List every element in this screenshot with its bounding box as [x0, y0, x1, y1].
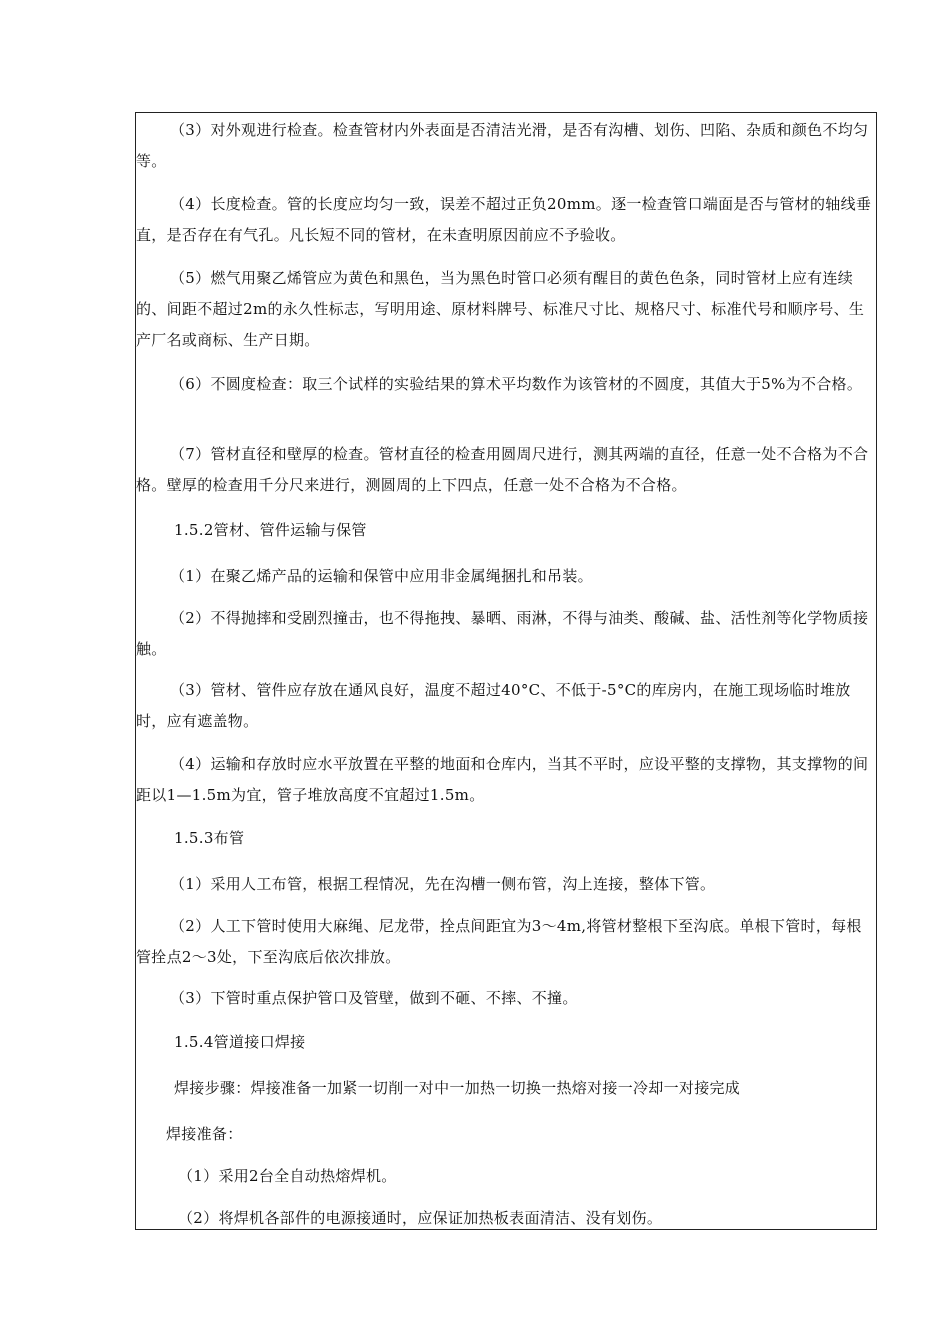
- section-heading-transport: 1.5.2管材、管件运输与保管: [174, 521, 367, 539]
- paragraph-layout-1: （1）采用人工布管，根据工程情况，先在沟槽一侧布管，沟上连接，整体下管。: [170, 875, 716, 893]
- section-heading-layout: 1.5.3布管: [174, 829, 245, 847]
- welding-prep-1: （1）采用2台全自动热熔焊机。: [178, 1167, 397, 1185]
- paragraph-transport-4: （4）运输和存放时应水平放置在平整的地面和仓库内，当其不平时，应设平整的支撑物，其支撑物的间距以1—1.5m为宜，管子堆放高度不宜超过1.5m。: [136, 755, 869, 804]
- document-frame: [135, 112, 877, 1230]
- paragraph-transport-1: （1）在聚乙烯产品的运输和保管中应用非金属绳捆扎和吊装。: [170, 567, 593, 585]
- paragraph-layout-3: （3）下管时重点保护管口及管壁，做到不砸、不摔、不撞。: [170, 989, 578, 1007]
- welding-prep-label: 焊接准备：: [166, 1125, 243, 1143]
- paragraph-layout-2: （2）人工下管时使用大麻绳、尼龙带，拴点间距宜为3～4m,将管材整根下至沟底。单根下管时，每根管拴点2～3处，下至沟底后依次排放。: [136, 917, 862, 966]
- paragraph-length-check: （4）长度检查。管的长度应均匀一致，误差不超过正负20mm。逐一检查管口端面是否与管材的轴线垂直，是否存在有气孔。凡长短不同的管材，在未查明原因前应不予验收。: [136, 195, 872, 244]
- section-heading-welding: 1.5.4管道接口焊接: [174, 1033, 306, 1051]
- welding-steps: 焊接步骤：焊接准备一加紧一切削一对中一加热一切换一热熔对接一冷却一对接完成: [174, 1079, 741, 1097]
- paragraph-roundness-check: （6）不圆度检查：取三个试样的实验结果的算术平均数作为该管材的不圆度，其值大于5%为不合格。: [170, 375, 863, 393]
- paragraph-transport-3: （3）管材、管件应存放在通风良好，温度不超过40°C、不低于-5°C的库房内，在施工现场临时堆放时，应有遮盖物。: [136, 681, 851, 730]
- paragraph-diameter-wall-check: （7）管材直径和壁厚的检查。管材直径的检查用圆周尺进行，测其两端的直径，任意一处不合格为不合格。壁厚的检查用千分尺来进行，测圆周的上下四点，任意一处不合格为不合格。: [136, 445, 869, 494]
- paragraph-transport-2: （2）不得抛摔和受剧烈撞击，也不得拖拽、暴晒、雨淋，不得与油类、酸碱、盐、活性剂等化学物质接触。: [136, 609, 869, 658]
- paragraph-appearance-check: （3）对外观进行检查。检查管材内外表面是否清洁光滑，是否有沟槽、划伤、凹陷、杂质和颜色不均匀等。: [136, 121, 869, 170]
- welding-prep-2: （2）将焊机各部件的电源接通时，应保证加热板表面清洁、没有划伤。: [178, 1209, 663, 1227]
- paragraph-color-marking: （5）燃气用聚乙烯管应为黄色和黑色，当为黑色时管口必须有醒目的黄色色条，同时管材上应有连续的、间距不超过2m的永久性标志，写明用途、原材料牌号、标准尺寸比、规格尺寸、标准代号和顺序号、生产厂名或商标、生产日期。: [136, 269, 865, 349]
